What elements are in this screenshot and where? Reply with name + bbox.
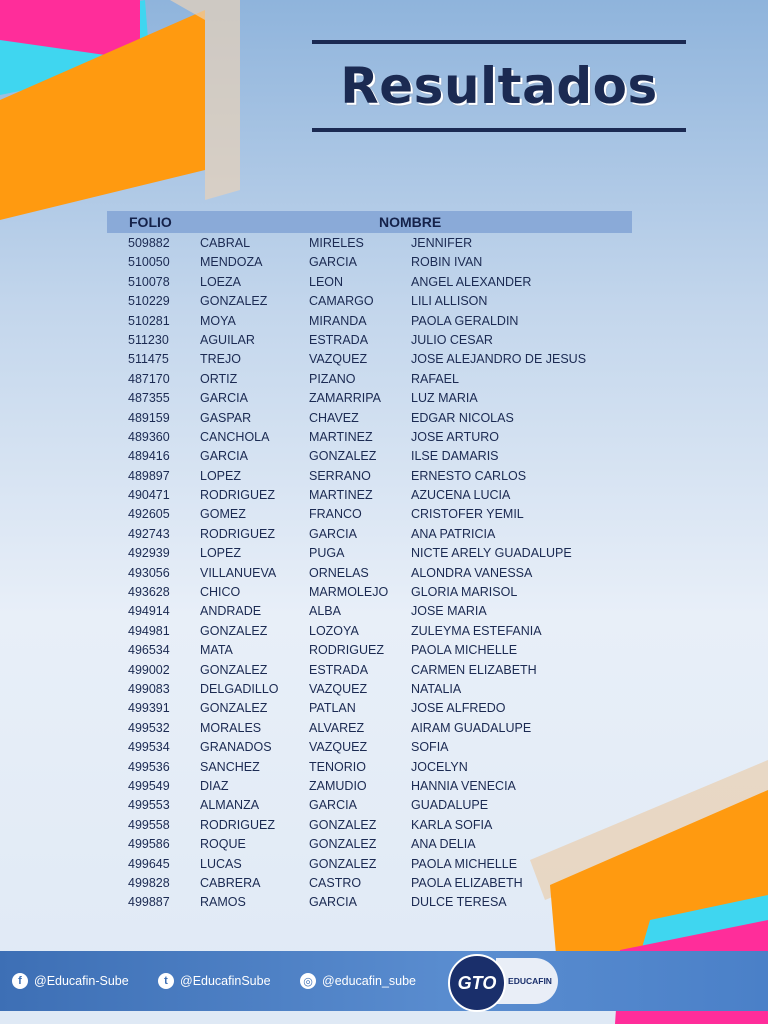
folio-cell: 499558 <box>128 817 170 832</box>
second-surname-cell: PIZANO <box>309 371 356 386</box>
first-surname-cell: LOPEZ <box>200 546 241 561</box>
footer-bar <box>0 951 768 1011</box>
first-surname-cell: LOPEZ <box>200 468 241 483</box>
educafin-logo-text: EDUCAFIN <box>508 976 552 986</box>
given-name-cell: JOSE ALFREDO <box>411 701 506 716</box>
folio-cell: 490471 <box>128 488 170 503</box>
twitter-handle: @EducafinSube <box>180 974 271 988</box>
first-surname-cell: ANDRADE <box>200 604 262 619</box>
second-surname-cell: ALVAREZ <box>309 720 365 735</box>
table-row <box>107 758 632 777</box>
first-surname-cell: RODRIGUEZ <box>200 526 275 541</box>
second-surname-cell: TENORIO <box>309 759 366 774</box>
table-row <box>107 447 632 466</box>
folio-cell: 499002 <box>128 662 170 677</box>
folio-cell: 493056 <box>128 565 170 580</box>
table-row <box>107 409 632 428</box>
instagram-handle: @educafin_sube <box>322 974 417 988</box>
table-row <box>107 738 632 757</box>
table-row <box>107 622 632 641</box>
given-name-cell: JOCELYN <box>411 759 468 774</box>
first-surname-cell: GARCIA <box>200 391 248 406</box>
second-surname-cell: GONZALEZ <box>309 449 377 464</box>
second-surname-cell: SERRANO <box>309 468 371 483</box>
second-surname-cell: MARMOLEJO <box>309 585 389 600</box>
first-surname-cell: LUCAS <box>200 856 242 871</box>
second-surname-cell: LEON <box>309 274 344 289</box>
second-surname-cell: VAZQUEZ <box>309 681 368 696</box>
facebook-link[interactable] <box>12 973 129 989</box>
folio-cell: 487170 <box>128 371 170 386</box>
table-row <box>107 544 632 563</box>
folio-cell: 499534 <box>128 740 170 755</box>
folio-cell: 499553 <box>128 798 170 813</box>
first-surname-cell: RODRIGUEZ <box>200 817 275 832</box>
folio-cell: 510281 <box>128 313 170 328</box>
given-name-cell: JOSE MARIA <box>411 604 487 619</box>
first-surname-cell: GARCIA <box>200 449 248 464</box>
twitter-icon: t <box>158 973 174 989</box>
first-surname-cell: CABRERA <box>200 875 261 890</box>
first-surname-cell: MENDOZA <box>200 255 263 270</box>
folio-cell: 499083 <box>128 681 170 696</box>
first-surname-cell: LOEZA <box>200 274 241 289</box>
folio-cell: 499887 <box>128 895 170 910</box>
second-surname-cell: ZAMUDIO <box>309 778 367 793</box>
gto-logo <box>448 954 506 1012</box>
folio-cell: 493628 <box>128 585 170 600</box>
given-name-cell: AIRAM GUADALUPE <box>411 720 532 735</box>
given-name-cell: SOFIA <box>411 740 449 755</box>
second-surname-cell: ESTRADA <box>309 662 369 677</box>
given-name-cell: ROBIN IVAN <box>411 255 483 270</box>
given-name-cell: AZUCENA LUCIA <box>411 488 511 503</box>
header-nombre: NOMBRE <box>379 214 442 230</box>
first-surname-cell: GONZALEZ <box>200 701 268 716</box>
folio-cell: 489416 <box>128 449 170 464</box>
table-row <box>107 486 632 505</box>
first-surname-cell: MATA <box>200 643 233 658</box>
table-row <box>107 350 632 369</box>
given-name-cell: GUADALUPE <box>411 798 489 813</box>
second-surname-cell: VAZQUEZ <box>309 352 368 367</box>
folio-cell: 487355 <box>128 391 170 406</box>
given-name-cell: ANGEL ALEXANDER <box>411 274 532 289</box>
table-row <box>107 389 632 408</box>
table-row <box>107 661 632 680</box>
folio-cell: 499645 <box>128 856 170 871</box>
table-row <box>107 234 632 253</box>
instagram-link[interactable] <box>300 973 416 989</box>
table-row <box>107 699 632 718</box>
folio-cell: 499536 <box>128 759 170 774</box>
table-row <box>107 796 632 815</box>
given-name-cell: JULIO CESAR <box>411 332 493 347</box>
header-folio: FOLIO <box>129 214 172 230</box>
first-surname-cell: DIAZ <box>200 778 229 793</box>
table-row <box>107 525 632 544</box>
second-surname-cell: MIRELES <box>309 236 364 250</box>
second-surname-cell: ORNELAS <box>309 565 369 580</box>
given-name-cell: LUZ MARIA <box>411 391 478 406</box>
folio-cell: 510050 <box>128 255 170 270</box>
table-row <box>107 292 632 311</box>
table-row <box>107 564 632 583</box>
second-surname-cell: GARCIA <box>309 895 357 910</box>
first-surname-cell: CHICO <box>200 585 241 600</box>
given-name-cell: LILI ALLISON <box>411 294 488 309</box>
given-name-cell: EDGAR NICOLAS <box>411 410 514 425</box>
folio-cell: 510229 <box>128 294 170 309</box>
given-name-cell: ERNESTO CARLOS <box>411 468 527 483</box>
table-row <box>107 816 632 835</box>
second-surname-cell: MARTINEZ <box>309 429 373 444</box>
given-name-cell: ZULEYMA ESTEFANIA <box>411 623 542 638</box>
folio-cell: 492743 <box>128 526 170 541</box>
second-surname-cell: CASTRO <box>309 875 362 890</box>
second-surname-cell: GONZALEZ <box>309 817 377 832</box>
first-surname-cell: RODRIGUEZ <box>200 488 275 503</box>
second-surname-cell: GARCIA <box>309 798 357 813</box>
first-surname-cell: GOMEZ <box>200 507 246 522</box>
second-surname-cell: PUGA <box>309 546 345 561</box>
table-row <box>107 273 632 292</box>
table-row <box>107 719 632 738</box>
table-row <box>107 467 632 486</box>
table-row <box>107 583 632 602</box>
second-surname-cell: MIRANDA <box>309 313 367 328</box>
second-surname-cell: CAMARGO <box>309 294 374 309</box>
facebook-icon: f <box>12 973 28 989</box>
table-row <box>107 253 632 272</box>
first-surname-cell: GONZALEZ <box>200 662 268 677</box>
twitter-link[interactable] <box>158 973 271 989</box>
second-surname-cell: MARTINEZ <box>309 488 373 503</box>
folio-cell: 489897 <box>128 468 170 483</box>
given-name-cell: PAOLA GERALDIN <box>411 313 519 328</box>
table-row <box>107 602 632 621</box>
second-surname-cell: CHAVEZ <box>309 410 359 425</box>
second-surname-cell: FRANCO <box>309 507 362 522</box>
first-surname-cell: GASPAR <box>200 410 252 425</box>
given-name-cell: ILSE DAMARIS <box>411 449 499 464</box>
second-surname-cell: ESTRADA <box>309 332 369 347</box>
title-banner <box>312 40 686 132</box>
folio-cell: 499391 <box>128 701 170 716</box>
given-name-cell: GLORIA MARISOL <box>411 585 518 600</box>
second-surname-cell: PATLAN <box>309 701 356 716</box>
folio-cell: 511230 <box>128 332 169 347</box>
second-surname-cell: GARCIA <box>309 526 357 541</box>
second-surname-cell: ALBA <box>309 604 341 619</box>
folio-cell: 492939 <box>128 546 170 561</box>
gto-logo-text: GTO <box>457 972 497 993</box>
first-surname-cell: VILLANUEVA <box>200 565 277 580</box>
folio-cell: 499532 <box>128 720 170 735</box>
table-row <box>107 312 632 331</box>
given-name-cell: JOSE ALEJANDRO DE JESUS <box>411 352 587 367</box>
table-row <box>107 893 632 912</box>
second-surname-cell: GONZALEZ <box>309 837 377 852</box>
first-surname-cell: SANCHEZ <box>200 759 260 774</box>
first-surname-cell: GRANADOS <box>200 740 272 755</box>
given-name-cell: ANA PATRICIA <box>411 526 496 541</box>
given-name-cell: PAOLA ELIZABETH <box>411 875 523 890</box>
given-name-cell: JENNIFER <box>411 236 473 250</box>
results-table <box>107 234 632 913</box>
given-name-cell: PAOLA MICHELLE <box>411 643 518 658</box>
page-title: Resultados <box>340 57 658 115</box>
table-row <box>107 331 632 350</box>
folio-cell: 496534 <box>128 643 170 658</box>
first-surname-cell: MORALES <box>200 720 262 735</box>
first-surname-cell: ROQUE <box>200 837 246 852</box>
first-surname-cell: GONZALEZ <box>200 294 268 309</box>
table-row <box>107 505 632 524</box>
given-name-cell: PAOLA MICHELLE <box>411 856 518 871</box>
folio-cell: 509882 <box>128 236 170 250</box>
folio-cell: 511475 <box>128 352 169 367</box>
second-surname-cell: GONZALEZ <box>309 856 377 871</box>
first-surname-cell: CANCHOLA <box>200 429 270 444</box>
first-surname-cell: ALMANZA <box>200 798 260 813</box>
given-name-cell: JOSE ARTURO <box>411 429 499 444</box>
given-name-cell: RAFAEL <box>411 371 459 386</box>
folio-cell: 510078 <box>128 274 170 289</box>
given-name-cell: HANNIA VENECIA <box>411 778 516 793</box>
given-name-cell: KARLA SOFIA <box>411 817 493 832</box>
given-name-cell: CRISTOFER YEMIL <box>411 507 524 522</box>
first-surname-cell: AGUILAR <box>200 332 255 347</box>
folio-cell: 494914 <box>128 604 170 619</box>
table-row <box>107 874 632 893</box>
facebook-handle: @Educafin-Sube <box>34 974 129 988</box>
given-name-cell: ANA DELIA <box>411 837 476 852</box>
given-name-cell: ALONDRA VANESSA <box>411 565 533 580</box>
folio-cell: 489159 <box>128 410 170 425</box>
second-surname-cell: ZAMARRIPA <box>309 391 381 406</box>
table-row <box>107 428 632 447</box>
first-surname-cell: ORTIZ <box>200 371 238 386</box>
folio-cell: 499586 <box>128 837 170 852</box>
folio-cell: 494981 <box>128 623 170 638</box>
given-name-cell: NICTE ARELY GUADALUPE <box>411 546 572 561</box>
first-surname-cell: MOYA <box>200 313 236 328</box>
first-surname-cell: CABRAL <box>200 236 251 250</box>
second-surname-cell: LOZOYA <box>309 623 359 638</box>
table-row <box>107 641 632 660</box>
given-name-cell: DULCE TERESA <box>411 895 507 910</box>
folio-cell: 489360 <box>128 429 170 444</box>
folio-cell: 499549 <box>128 778 170 793</box>
instagram-icon: ◎ <box>300 973 316 989</box>
second-surname-cell: VAZQUEZ <box>309 740 368 755</box>
first-surname-cell: RAMOS <box>200 895 246 910</box>
table-header <box>107 211 632 233</box>
second-surname-cell: RODRIGUEZ <box>309 643 384 658</box>
table-row <box>107 855 632 874</box>
table-row <box>107 370 632 389</box>
first-surname-cell: DELGADILLO <box>200 681 279 696</box>
first-surname-cell: TREJO <box>200 352 241 367</box>
folio-cell: 492605 <box>128 507 170 522</box>
table-row <box>107 777 632 796</box>
first-surname-cell: GONZALEZ <box>200 623 268 638</box>
given-name-cell: NATALIA <box>411 681 462 696</box>
given-name-cell: CARMEN ELIZABETH <box>411 662 537 677</box>
table-row <box>107 680 632 699</box>
folio-cell: 499828 <box>128 875 170 890</box>
table-row <box>107 835 632 854</box>
second-surname-cell: GARCIA <box>309 255 357 270</box>
